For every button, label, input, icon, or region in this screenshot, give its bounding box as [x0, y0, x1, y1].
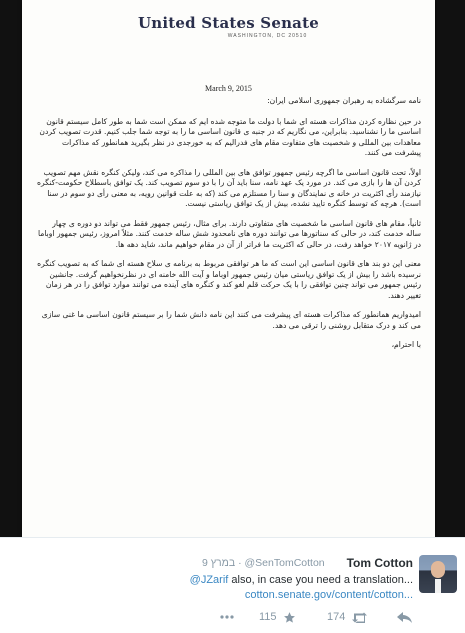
reply-button[interactable] — [397, 609, 412, 625]
letter-image[interactable] — [22, 0, 435, 537]
favorite-count: 115 — [259, 611, 277, 623]
letter-closing: با احترام، — [391, 340, 421, 349]
retweet-button[interactable] — [327, 609, 367, 625]
tweet-text-rest: also, in case you need a translation... — [228, 574, 413, 586]
avatar[interactable] — [419, 555, 457, 593]
tweet-text — [190, 574, 413, 586]
tweet-actions — [0, 609, 465, 627]
letter-salutation: نامه سرگشاده به رهبران جمهوری اسلامی ایران: — [267, 96, 421, 105]
tweet-mention[interactable]: @JZarif — [189, 574, 229, 586]
favorite-button[interactable] — [259, 609, 296, 625]
tweet-meta — [202, 557, 325, 569]
letter-date: March 9, 2015 — [205, 84, 252, 93]
retweet-icon — [351, 612, 367, 623]
retweet-count: 174 — [327, 611, 346, 623]
letter-paragraph: امیدواریم همانطور که مذاکرات هسته ای پیشرفت می کنند این نامه دانش شما را بر سیستم قانون اساسی ما غنی سازی می کند و درک متقابل روشنی را ترقی می دهد. — [41, 310, 421, 330]
avatar-shirt — [435, 579, 441, 593]
avatar-face — [431, 561, 445, 578]
tweet-time[interactable]: 9 במרץ — [202, 557, 236, 569]
letter-paragraph: اولاً، تحت قانون اساسی ما اگرچه رئیس جمهور توافق های بین المللی را مذاکره می کند، ولیکن کنگره نقش مهم تصویب کردن آن ها را بازی می کند. در مورد یک عهد نامه، سنا باید آن را با دو سوم تصویب کند. یک توافق باسطلاح حکومت-کنگره نیازمند رأی اکثریت در خانه ی نمایندگان و سنا را مستلزم می کند (که به علت قوانین رویه، به معنی رأی دو سوم در سنا است). هرچه که توسط کنگره تایید نشده، بیش از یک توافق ریاستی نیست. — [37, 167, 421, 208]
more-icon — [220, 615, 234, 619]
letter-paragraph: معنی این دو بند های قانون اساسی این است که ما هر توافقی مربوط به برنامه ی سلاح هسته ای شما که به تصویب کنگره نرسیده باشد را بیش از یک توافق ریاستی میان رئیس جمهور اوباما و آیت الله خامنه ای در نظرنخواهیم گرفت. جانشین رئیس جمهور می تواند چنین توافقی را با یک حرکت قلم لغو کند و کنگره های آینده می توانند موارد توافق را در هر زمان تغییر دهند. — [37, 259, 421, 300]
star-icon — [283, 611, 296, 624]
letterhead-subtitle — [22, 33, 435, 39]
letterhead-address: WASHINGTON, DC 20510 — [227, 33, 308, 39]
letter-body — [36, 96, 421, 360]
tweet-link[interactable]: cotton.senate.gov/content/cotton... — [244, 589, 413, 601]
more-button[interactable] — [220, 609, 234, 625]
reply-icon — [397, 612, 412, 623]
author-handle[interactable]: @SenTomCotton — [244, 557, 325, 569]
author-name[interactable]: Tom Cotton — [346, 556, 413, 570]
letter-paragraph: در حین نظاره کردن مذاکرات هسته ای شما با دولت ما متوجه شده ایم که ممکن است شما به طور کامل سیستم قانون اساسی ما را نشناسید. بنابراین، می نگاریم که در جنبه ی قانون اساسی ما را به توجه شما جلب کنیم. قدرت تصویب کردن معاهدات بین المللی و شخصیت های متفاوت مقام های فدرالیم که به خورجدی در نظر بگیرید همانطور که مذاکرات پیشرفت می کنند. — [39, 116, 421, 157]
letterhead-title: United States Senate — [138, 14, 319, 32]
meta-separator: · — [238, 557, 242, 569]
letter-paragraph: ثانیاً، مقام های قانون اساسی ما شخصیت های متفاوتی دارند. برای مثال، رئیس جمهور فقط می تواند دو دوره ی چهار ساله خدمت کند، در حالی که سناتورها می توانند دوره های نامحدود شش ساله خدمت کنند. مثلاً امروز، رئیس جمهور اوباما در ژانویه ۲۰۱۷ خواهد رفت، در حالی که اکثریت ما فراتر از آن در مقام خواهیم ماند، شاید دهه ها. — [37, 218, 421, 249]
